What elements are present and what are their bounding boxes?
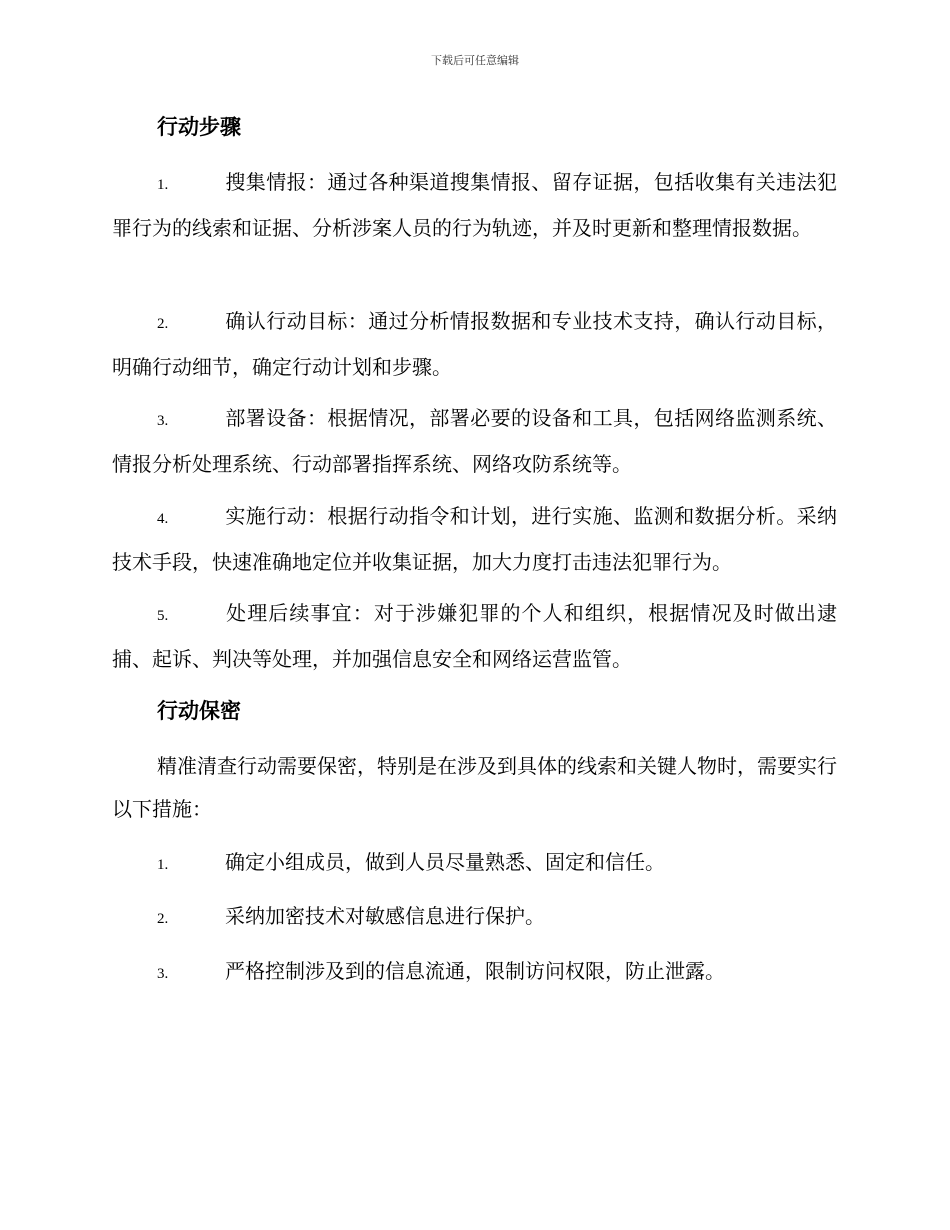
list-item [112, 950, 837, 996]
list-item-number: 5. [157, 608, 169, 624]
list-item-number: 2. [157, 316, 169, 332]
section-heading-action-steps: 行动步骤 [157, 114, 241, 139]
list-item [112, 300, 837, 389]
list-item [112, 592, 837, 681]
list-item-text: 确定小组成员，做到人员尽量熟悉、固定和信任。 [225, 850, 665, 874]
list-item-number: 3. [157, 413, 169, 429]
list-item-text: 确认行动目标：通过分析情报数据和专业技术支持，确认行动目标，明确行动细节，确定行动计划和步骤。 [112, 309, 837, 379]
section-heading-confidentiality: 行动保密 [157, 698, 241, 723]
list-item [112, 161, 837, 250]
section-intro-paragraph: 精准清查行动需要保密，特别是在涉及到具体的线索和关键人物时，需要实行以下措施： [112, 754, 837, 821]
list-item-number: 1. [157, 857, 169, 873]
list-item-number: 4. [157, 511, 169, 527]
list-item [112, 841, 837, 887]
list-item-number: 2. [157, 911, 169, 927]
page-header-note: 下载后可任意编辑 [431, 54, 519, 67]
list-item-number: 1. [157, 177, 169, 193]
list-item-text: 实施行动：根据行动指令和计划，进行实施、监测和数据分析。采纳技术手段，快速准确地定位并收集证据，加大力度打击违法犯罪行为。 [112, 504, 837, 574]
list-item-text: 部署设备：根据情况，部署必要的设备和工具，包括网络监测系统、情报分析处理系统、行动部署指挥系统、网络攻防系统等。 [112, 406, 837, 476]
list-item-text: 严格控制涉及到的信息流通，限制访问权限，防止泄露。 [225, 959, 725, 983]
list-item [112, 895, 837, 941]
list-item-text: 采纳加密技术对敏感信息进行保护。 [225, 904, 545, 928]
list-item [112, 495, 837, 584]
list-item-text: 搜集情报：通过各种渠道搜集情报、留存证据，包括收集有关违法犯罪行为的线索和证据、分析涉案人员的行为轨迹，并及时更新和整理情报数据。 [112, 170, 837, 240]
list-item-text: 处理后续事宜：对于涉嫌犯罪的个人和组织，根据情况及时做出逮捕、起诉、判决等处理，并加强信息安全和网络运营监管。 [112, 601, 837, 671]
list-item [112, 397, 837, 486]
list-item-number: 3. [157, 966, 169, 982]
